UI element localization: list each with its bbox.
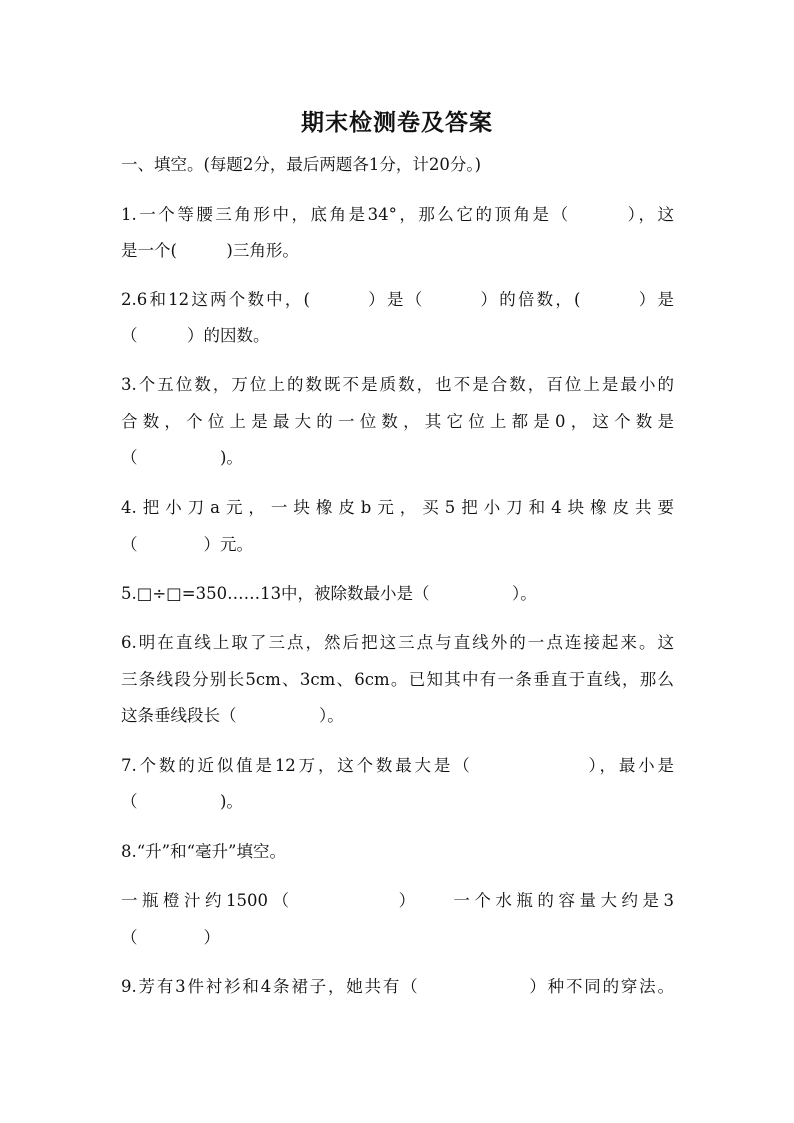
question-1-line-2: 是一个( )三角形。 (121, 241, 299, 260)
question-3-line-2: 合数，个位上是最大的一位数，其它位上都是0，这个数是 (121, 412, 674, 431)
question-6-line-2: 三条线段分别长5cm、3cm、6cm。已知其中有一条垂直于直线，那么 (121, 670, 674, 689)
question-7-line-2: （ )。 (121, 792, 243, 811)
question-5-line-1: 5.□÷□=350……13中，被除数最小是（ ）。 (121, 584, 537, 603)
question-6-line-1: 6.明在直线上取了三点，然后把这三点与直线外的一点连接起来。这 (121, 633, 674, 652)
question-6-line-3: 这条垂线段长（ ）。 (121, 706, 344, 725)
question-9-line-1: 9.芳有3件衬衫和4条裙子，她共有（ ）种不同的穿法。 (121, 977, 674, 996)
section-heading: 一、填空。(每题2分，最后两题各1分，计20分。) (121, 155, 482, 174)
document-title: 期末检测卷及答案 (301, 110, 493, 136)
question-1-line-1: 1.一个等腰三角形中，底角是34°，那么它的顶角是（ ），这 (121, 205, 674, 224)
question-4-line-1: 4.把小刀a元，一块橡皮b元，买5把小刀和4块橡皮共要 (121, 498, 674, 517)
question-8-items-line-2: （ ） (121, 928, 220, 947)
question-2-line-1: 2.6和12这两个数中，( ）是（ ）的倍数，( ）是 (121, 290, 674, 309)
question-2-line-2: （ ）的因数。 (121, 326, 270, 345)
question-8-line-1: 8.“升”和“毫升”填空。 (121, 842, 286, 861)
question-3-line-3: （ )。 (121, 448, 243, 467)
question-4-line-2: （ ）元。 (121, 535, 253, 554)
question-7-line-1: 7.个数的近似值是12万，这个数最大是（ ），最小是 (121, 756, 674, 775)
question-8-items-line-1: 一瓶橙汁约1500（ ） 一个水瓶的容量大约是3 (121, 891, 674, 910)
question-3-line-1: 3.个五位数，万位上的数既不是质数，也不是合数，百位上是最小的 (121, 375, 674, 394)
